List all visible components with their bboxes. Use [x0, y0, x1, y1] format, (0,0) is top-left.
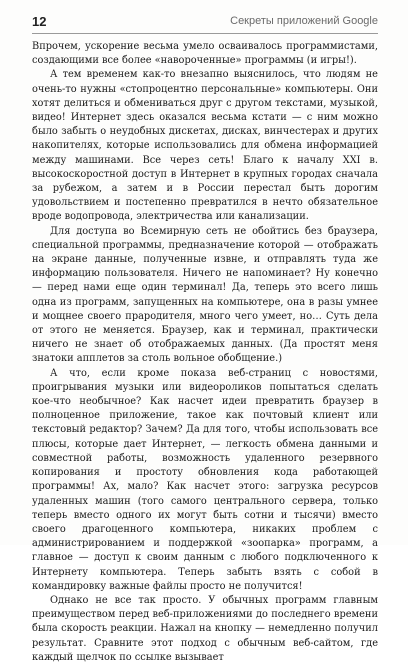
paragraph: Впрочем, ускорение весьма умело осваивалось программистами, создающими все более «навороченные» программы (и игры!).: [32, 41, 378, 67]
paragraph: Однако не все так просто. У обычных программ главным преимуществом перед веб-приложениями до последнего времени была скорость реакции. Нажал на кнопку — немедленно получил результат. Сравните этот подход с обычным веб-сайтом, где каждый щелчок по ссылке вызывает: [32, 594, 378, 663]
header-divider: [32, 33, 378, 34]
page-header: [32, 14, 378, 34]
paragraph: А тем временем как-то внезапно выяснилось, что людям не очень-то нужны «стопроцентно персональные» компьютеры. Они хотят делиться и обмениваться друг с другом текстами, музыкой, видео! Интернет здесь оказался весьма кстати — с ним можно было забыть о неудобных дискетах, дисках, винчестерах и других накопителях, которые использовались для обмена информацией между машинами. Все через сеть! Благо к началу XXI в. высокоскоростной доступ в Интернет в крупных городах сначала за рубежом, а затем и в России перестал быть дорогим удовольствием и постепенно превратился в нечто обязательное вроде водопровода, электричества или канализации.: [32, 69, 378, 223]
body-text: [32, 40, 378, 665]
paragraph: А что, если кроме показа веб-страниц с новостями, проигрывания музыки или видеороликов попытаться сделать кое-что необычное? Как насчет идеи превратить браузер в полноценное приложение, такое как почтовый клиент или текстовый редактор? Зачем? Да для того, чтобы использовать все плюсы, которые дает Интернет, — легкость обмена данными и совместной работы, возможность удаленного резервного копирования и простоту обновления кода работающей программы! Ах, мало? Как насчет этого: загрузка ресурсов удаленных машин (того самого центрального сервера, только теперь вместо одного их могут быть сотни и тысячи) вместо своего драгоценного компьютера, никаких проблем с администрированием и поддержкой «зоопарка» программ, а главное — доступ к своим данным с любого подключенного к Интернету компьютера. Теперь забыть взять с собой в командировку важные файлы просто не получится!: [32, 367, 378, 592]
paragraph: Для доступа во Всемирную сеть не обойтись без браузера, специальной программы, предназначение которой — отображать на экране данные, полученные извне, и отправлять туда же информацию пользователя. Ничего не напоминает? Ну конечно — перед нами еще один терминал! Да, теперь это всего лишь одна из программ, запущенных на компьютере, она в разы умнее и мощнее своего прародителя, много чего умеет, но… Суть дела от этого не меняется. Браузер, как и терминал, практически ничего не знает об отображаемых данных. (Да простят меня знатоки апплетов за столь вольное обобщение.): [32, 225, 378, 365]
page-number: 12: [32, 14, 47, 29]
running-title: Секреты приложений Google: [230, 15, 378, 27]
